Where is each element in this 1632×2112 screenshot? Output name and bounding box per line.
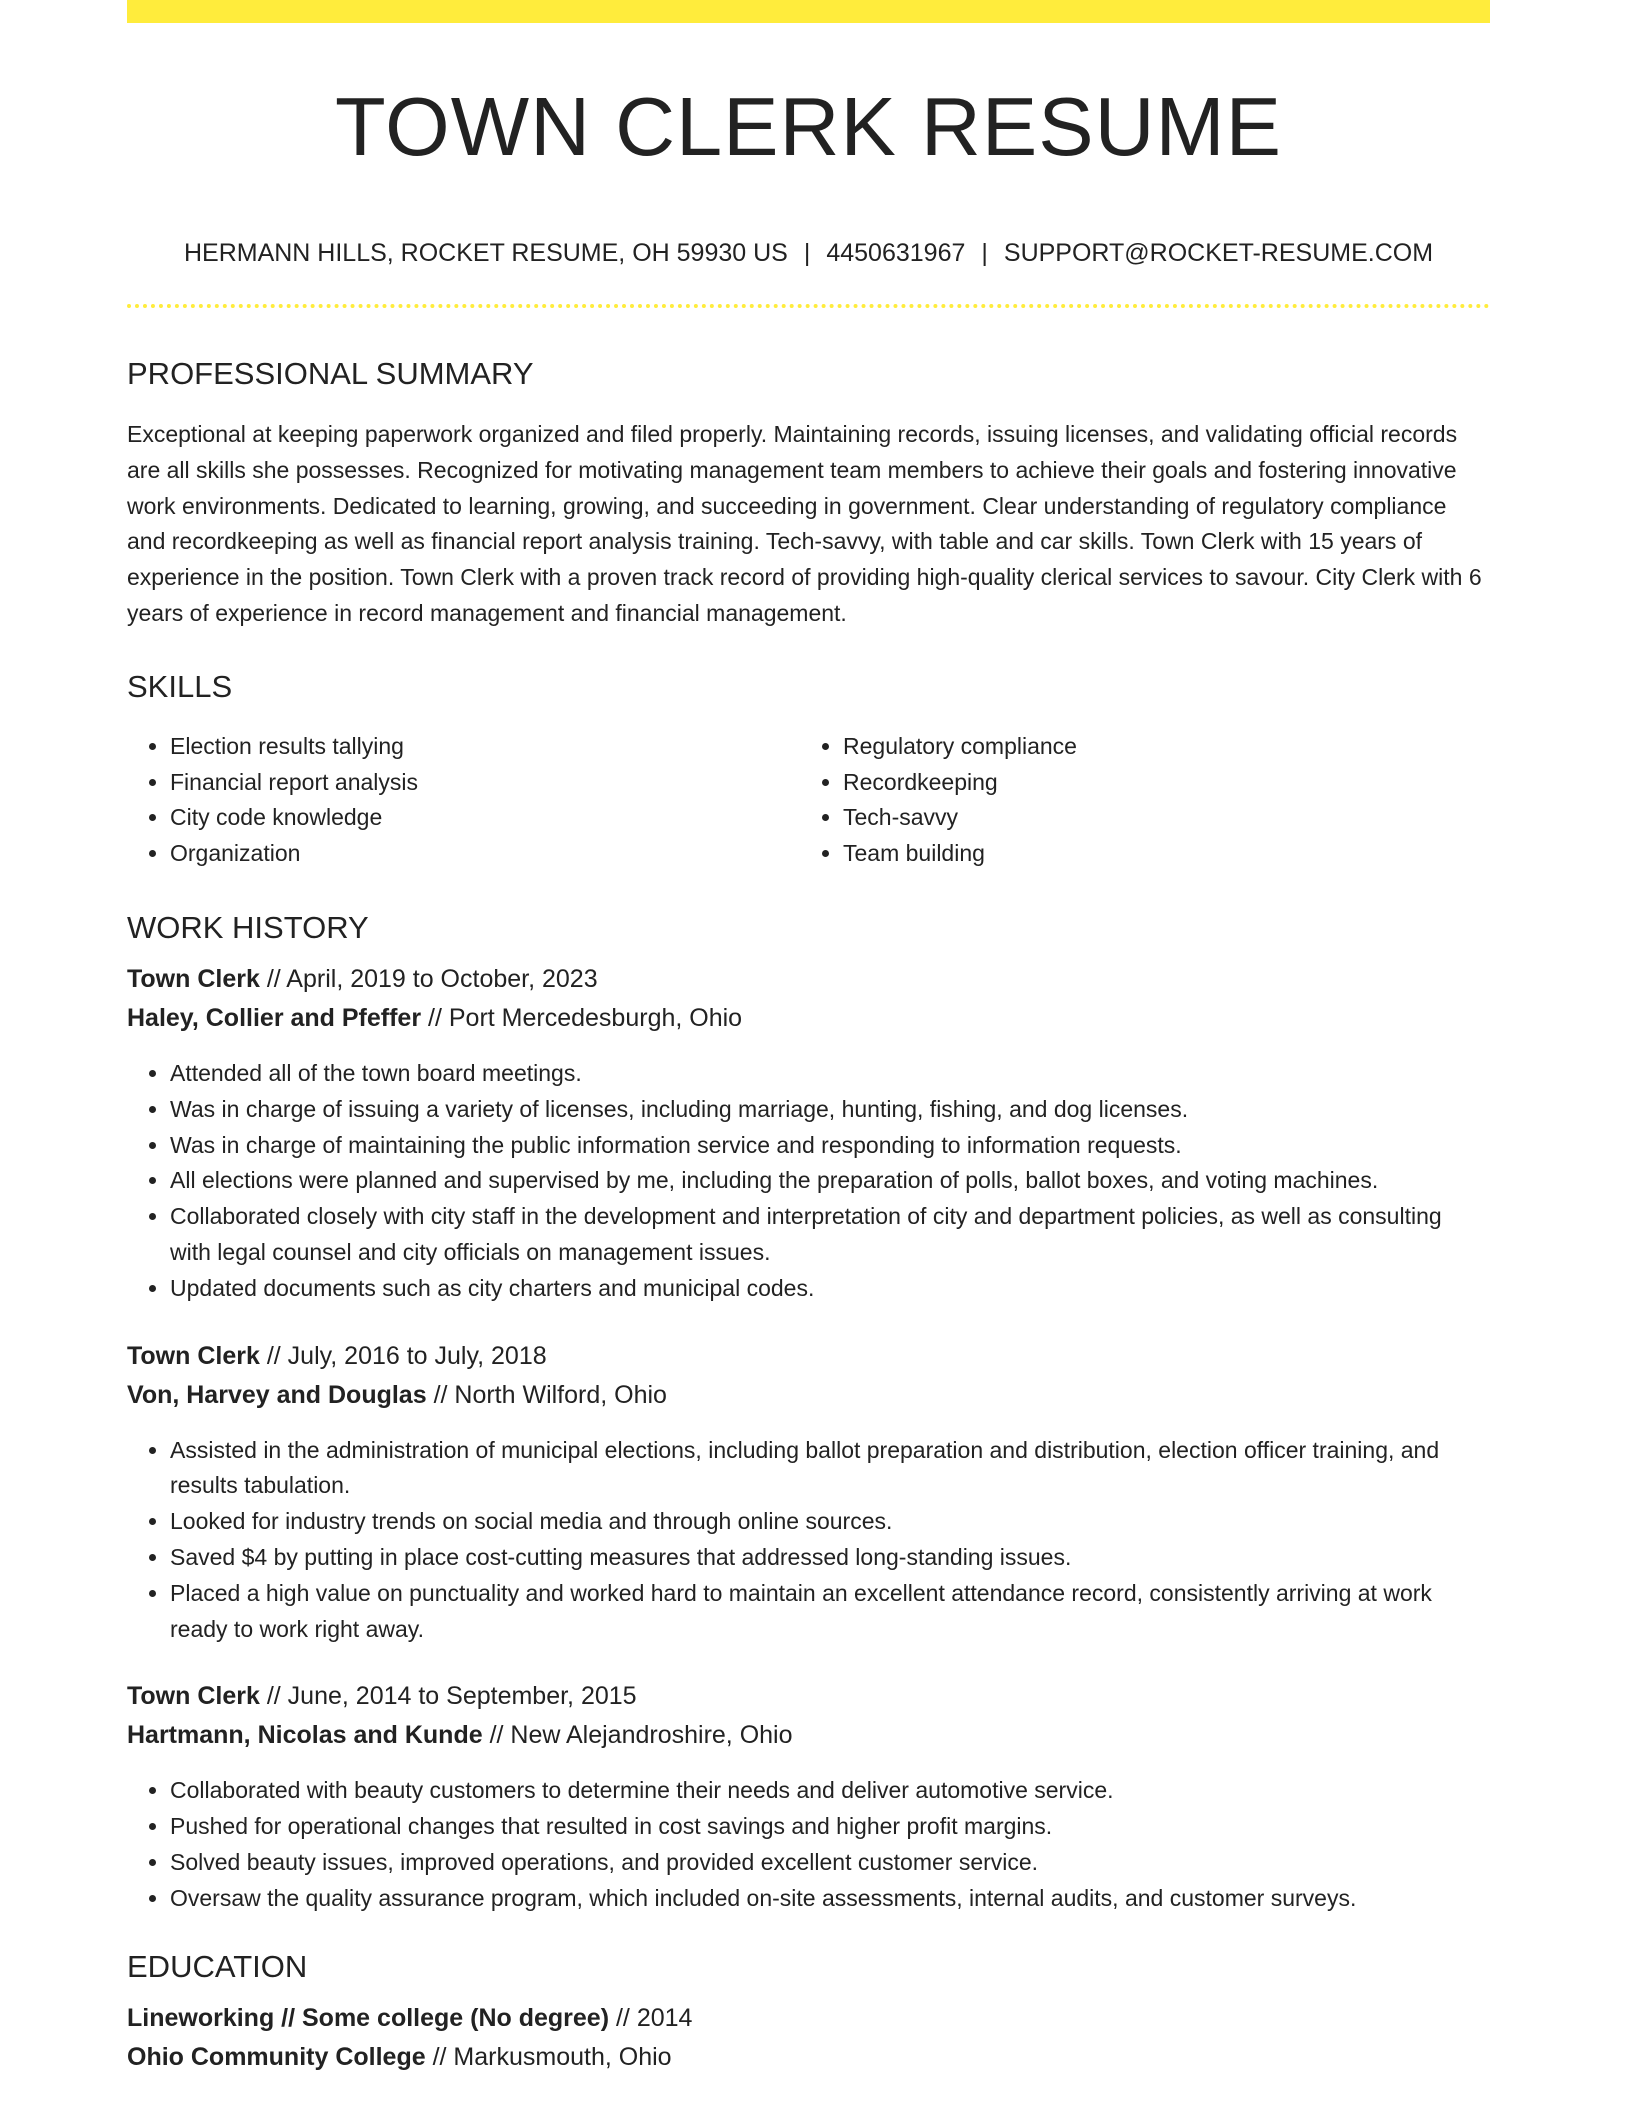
contact-email: SUPPORT@ROCKET-RESUME.COM	[1003, 239, 1434, 267]
contact-separator: |	[803, 239, 811, 267]
job-title: Town Clerk	[127, 964, 260, 993]
job-bullet: • Placed a high value on punctuality and worked hard to maintain an excellent attendance record, consistently arriving at work ready to work right away.	[170, 1576, 1490, 1648]
accent-bar	[127, 0, 1490, 23]
job-title-line	[127, 964, 1490, 993]
job-entry	[127, 1341, 1490, 1648]
job-company-line	[127, 1380, 1490, 1409]
job-bullet: • Was in charge of issuing a variety of licenses, including marriage, hunting, fishing, and dog licenses.	[170, 1092, 1490, 1128]
resume-title: TOWN CLERK RESUME	[334, 80, 1283, 173]
job-bullet: • Was in charge of maintaining the public information service and responding to information requests.	[170, 1128, 1490, 1164]
job-bullet: • Solved beauty issues, improved operations, and provided excellent customer service.	[170, 1845, 1490, 1881]
resume-page	[127, 0, 1490, 2070]
education-degree: Lineworking // Some college (No degree)	[127, 2003, 610, 2032]
skills-list	[127, 729, 1490, 872]
skills-column-left	[127, 729, 800, 872]
job-dates: // June, 2014 to September, 2015	[266, 1682, 637, 1711]
job-company-line	[127, 1003, 1490, 1032]
job-bullet: • Attended all of the town board meetings.	[170, 1056, 1490, 1092]
job-entry	[127, 1684, 1490, 1916]
job-bullet: • Collaborated with beauty customers to determine their needs and deliver automotive service.	[170, 1773, 1490, 1809]
job-bullet: • Looked for industry trends on social media and through online sources.	[170, 1504, 1490, 1540]
job-company: Von, Harvey and Douglas	[127, 1380, 427, 1409]
job-title-line	[127, 1684, 1490, 1709]
skills-column-right	[800, 729, 1473, 872]
contact-address: HERMANN HILLS, ROCKET RESUME, OH 59930 US	[183, 239, 788, 267]
job-bullet: • Saved $4 by putting in place cost-cutting measures that addressed long-standing issues.	[170, 1540, 1490, 1576]
skill-item: • Tech-savvy	[843, 800, 1473, 836]
education-location: // Markusmouth, Ohio	[432, 2042, 672, 2071]
education-year: // 2014	[615, 2003, 693, 2032]
dotted-divider	[127, 304, 1490, 308]
job-location: // North Wilford, Ohio	[433, 1380, 667, 1409]
job-bullet: • Oversaw the quality assurance program, which included on-site assessments, internal audits, and customer surveys.	[170, 1881, 1490, 1917]
job-bullets	[127, 1056, 1490, 1307]
education-school: Ohio Community College	[127, 2042, 426, 2071]
job-location: // New Alejandroshire, Ohio	[489, 1721, 793, 1750]
job-bullet: • Pushed for operational changes that resulted in cost savings and higher profit margins.	[170, 1809, 1490, 1845]
skill-item: • Organization	[170, 836, 800, 872]
contact-separator: |	[981, 239, 988, 267]
summary-text: Exceptional at keeping paperwork organized and filed properly. Maintaining records, issuing licenses, and validating official records are all skills she possesses. Recognized for motivating management team members to achieve their goals and fostering innovative work environments. Dedicated to learning, growing, and succeeding in government. Clear understanding of regulatory compliance and recordkeeping as well as financial report analysis training. Tech-savvy, with table and car skills. Town Clerk with 15 years of experience in the position. Town Clerk with a proven track record of providing high-quality clerical services to savour. City Clerk with 6 years of experience in record management and financial management.	[127, 421, 1482, 626]
job-dates: // April, 2019 to October, 2023	[266, 964, 598, 993]
contact-line	[127, 241, 1490, 266]
skill-item: • Recordkeeping	[843, 765, 1473, 801]
education-heading: EDUCATION	[127, 1948, 308, 1984]
job-title: Town Clerk	[127, 1341, 260, 1370]
job-bullet: • Updated documents such as city charters and municipal codes.	[170, 1271, 1490, 1307]
job-company-line	[127, 1723, 1490, 1748]
job-dates: // July, 2016 to July, 2018	[266, 1341, 547, 1370]
job-title: Town Clerk	[127, 1682, 260, 1711]
job-company: Hartmann, Nicolas and Kunde	[127, 1721, 483, 1750]
skill-item: • City code knowledge	[170, 800, 800, 836]
work-history-heading: WORK HISTORY	[127, 909, 369, 945]
job-title-line	[127, 1341, 1490, 1370]
job-bullet: • Assisted in the administration of municipal elections, including ballot preparation and distribution, election officer training, and results tabulation.	[170, 1433, 1490, 1505]
job-bullet: • Collaborated closely with city staff in the development and interpretation of city and department policies, as well as consulting with legal counsel and city officials on management issues.	[170, 1199, 1490, 1271]
skill-item: • Financial report analysis	[170, 765, 800, 801]
summary-heading: PROFESSIONAL SUMMARY	[127, 356, 534, 391]
contact-phone: 4450631967	[826, 239, 966, 267]
education-school-line	[127, 2042, 1490, 2071]
skill-item: • Election results tallying	[170, 729, 800, 765]
skill-item: • Regulatory compliance	[843, 729, 1473, 765]
job-company: Haley, Collier and Pfeffer	[127, 1003, 422, 1032]
job-bullets	[127, 1433, 1490, 1648]
education-degree-line	[127, 2003, 1490, 2032]
job-bullet: • All elections were planned and supervised by me, including the preparation of polls, ballot boxes, and voting machines.	[170, 1163, 1490, 1199]
job-entry	[127, 964, 1490, 1307]
skills-heading: SKILLS	[127, 668, 233, 704]
job-bullets	[127, 1773, 1490, 1916]
skill-item: • Team building	[843, 836, 1473, 872]
job-location: // Port Mercedesburgh, Ohio	[428, 1003, 743, 1032]
